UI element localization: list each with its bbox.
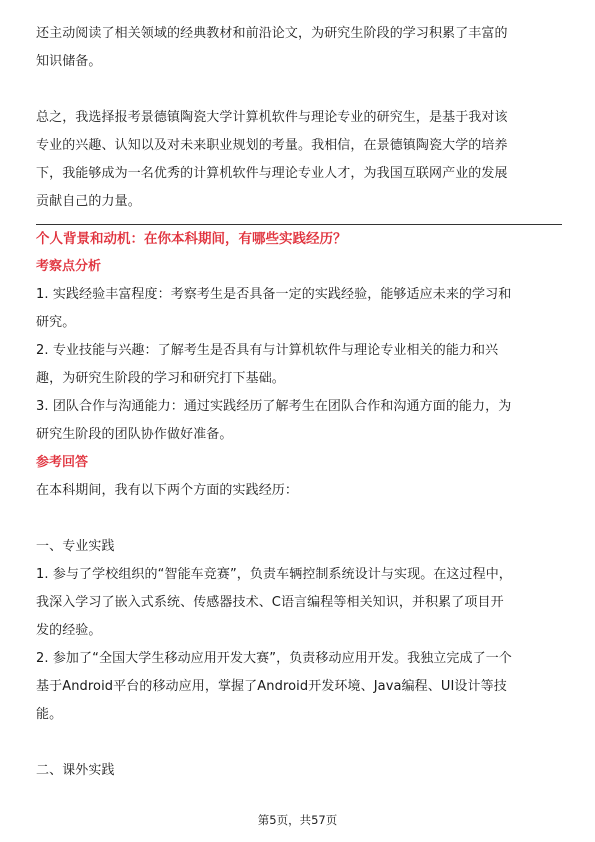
document-page (36, 20, 562, 785)
question-heading: 个人背景和动机：在你本科期间，有哪些实践经历？ (36, 231, 347, 247)
section1-line-4: 2. 参加了“全国大学生移动应用开发大赛”，负责移动应用开发。我独立完成了一个 (36, 651, 512, 666)
analysis-line-4: 趣，为研究生阶段的学习和研究打下基础。 (36, 371, 285, 386)
section1-line-2: 我深入学习了嵌入式系统、传感器技术、C语言编程等相关知识，并积累了项目开 (36, 595, 504, 610)
section2-title: 二、课外实践 (36, 763, 115, 778)
conclusion-line-1: 总之，我选择报考景德镇陶瓷大学计算机软件与理论专业的研究生，是基于我对该 (36, 110, 508, 125)
conclusion-line-2: 专业的兴趣、认知以及对未来职业规划的考量。我相信，在景德镇陶瓷大学的培养 (36, 138, 508, 153)
section1-title: 一、专业实践 (36, 539, 115, 554)
page-number: 第5页，共57页 (257, 813, 338, 827)
section1-line-5: 基于Android平台的移动应用，掌握了Android开发环境、Java编程、UI设计等技 (36, 679, 507, 694)
conclusion-line-4: 贡献自己的力量。 (36, 194, 141, 209)
answer-opening: 在本科期间，我有以下两个方面的实践经历： (36, 483, 299, 498)
section1-line-1: 1. 参与了学校组织的“智能车竞赛”，负责车辆控制系统设计与实现。在这过程中， (36, 567, 512, 582)
analysis-line-2: 研究。 (36, 315, 76, 330)
analysis-line-1: 1. 实践经验丰富程度：考察考生是否具备一定的实践经验，能够适应未来的学习和 (36, 287, 512, 302)
analysis-heading: 考察点分析 (36, 259, 102, 274)
conclusion-line-3: 下，我能够成为一名优秀的计算机软件与理论专业人才，为我国互联网产业的发展 (36, 166, 508, 181)
section1-line-6: 能。 (36, 707, 63, 722)
analysis-line-3: 2. 专业技能与兴趣：了解考生是否具有与计算机软件与理论专业相关的能力和兴 (36, 343, 499, 358)
analysis-line-6: 研究生阶段的团队协作做好准备。 (36, 427, 233, 442)
intro-line-1: 还主动阅读了相关领域的经典教材和前沿论文，为研究生阶段的学习积累了丰富的 (36, 26, 508, 41)
answer-heading: 参考回答 (36, 455, 89, 470)
section1-line-3: 发的经验。 (36, 623, 102, 638)
analysis-line-5: 3. 团队合作与沟通能力：通过实践经历了解考生在团队合作和沟通方面的能力，为 (36, 399, 512, 414)
intro-line-2: 知识储备。 (36, 54, 102, 69)
